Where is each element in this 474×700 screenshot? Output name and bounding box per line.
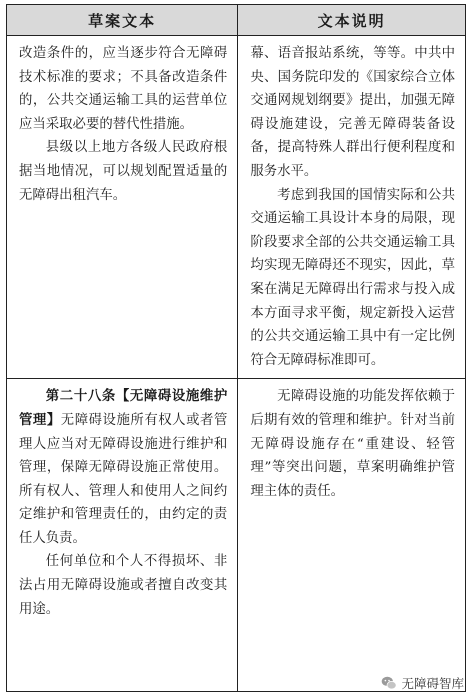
- paragraph: 考虑到我国的国情实际和公共交通运输工具设计本身的局限，现阶段要求全部的公共交通运输工具均实现无障碍还不现实，因此，草案在满足无障碍出行需求与投入成本方面寻求平衡，规定新投入运营的公共交通运输工具中有一定比例符合无障碍标准即可。: [250, 187, 455, 368]
- article-paragraph: [19, 385, 227, 550]
- article-body: 无障碍设施所有权人或者管理人应当对无障碍设施进行维护和管理，保障无障碍设施正常使用。所有权人、管理人和使用人之间约定维护和管理责任的，由约定的责任人负责。: [19, 412, 228, 546]
- paragraph: 任何单位和个人不得损坏、非法占用无障碍设施或者擅自改变其用途。: [19, 554, 228, 617]
- paragraph: 县级以上地方各级人民政府根据当地情况，可以规划配置适量的无障碍出租汽车。: [19, 140, 228, 203]
- paragraph: 幕、语音报站系统，等等。中共中央、国务院印发的《国家综合立体交通网规划纲要》提出，加强无障碍设施建设，完善无障碍装备设备，提高特殊人群出行便利程度和服务水平。: [250, 46, 455, 179]
- comparison-table: [6, 4, 466, 692]
- draft-cell: [7, 36, 238, 379]
- table-row: [7, 36, 466, 379]
- explanation-cell: [238, 379, 466, 692]
- table-header-row: [7, 5, 466, 36]
- header-explanation: 文本说明: [238, 5, 466, 36]
- explanation-cell: [238, 36, 466, 379]
- source-watermark: [381, 674, 464, 692]
- header-draft-text: 草案文本: [7, 5, 238, 36]
- paragraph: 无障碍设施的功能发挥依赖于后期有效的管理和维护。针对当前无障碍设施存在“重建设、轻管理”等突出问题，草案明确维护管理主体的责任。: [250, 389, 455, 499]
- wechat-icon: [381, 675, 397, 691]
- document-page: [6, 4, 466, 666]
- watermark-text: 无障碍智库: [401, 676, 464, 691]
- draft-cell: [7, 379, 238, 692]
- article-title: 第二十八条【无障碍设施维护管理】: [19, 389, 228, 428]
- table-row: [7, 379, 466, 692]
- paragraph: 改造条件的，应当逐步符合无障碍技术标准的要求；不具备改造条件的，公共交通运输工具的运营单位应当采取必要的替代性措施。: [19, 46, 228, 132]
